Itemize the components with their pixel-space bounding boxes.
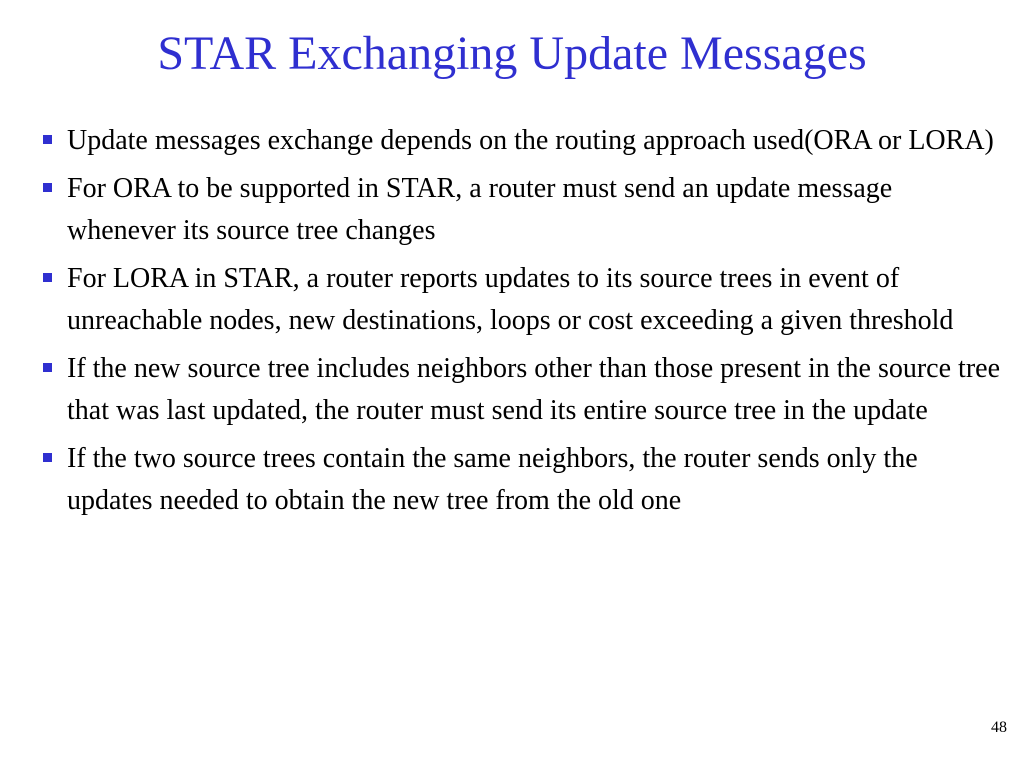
square-bullet-icon <box>43 363 52 372</box>
square-bullet-icon <box>43 183 52 192</box>
bullet-text: If the two source trees contain the same neighbors, the router sends only the updates needed to obtain the new tree from the old one <box>67 443 918 516</box>
bullet-item <box>40 168 1000 252</box>
bullet-text: For ORA to be supported in STAR, a router must send an update message whenever its source tree changes <box>67 173 893 246</box>
bullet-list <box>40 120 1000 528</box>
bullet-item <box>40 120 1000 162</box>
slide-title: STAR Exchanging Update Messages <box>157 27 867 80</box>
bullet-text: If the new source tree includes neighbors other than those present in the source tree that was last updated, the router must send its entire source tree in the update <box>67 353 1000 426</box>
bullet-item <box>40 258 1000 342</box>
bullet-text: Update messages exchange depends on the routing approach used(ORA or LORA) <box>67 125 994 156</box>
bullet-text: For LORA in STAR, a router reports updates to its source trees in event of unreachable nodes, new destinations, loops or cost exceeding a given threshold <box>67 263 954 336</box>
square-bullet-icon <box>43 273 52 282</box>
bullet-item <box>40 438 1000 522</box>
bullet-item <box>40 348 1000 432</box>
square-bullet-icon <box>43 135 52 144</box>
square-bullet-icon <box>43 453 52 462</box>
page-number: 48 <box>991 719 1007 736</box>
